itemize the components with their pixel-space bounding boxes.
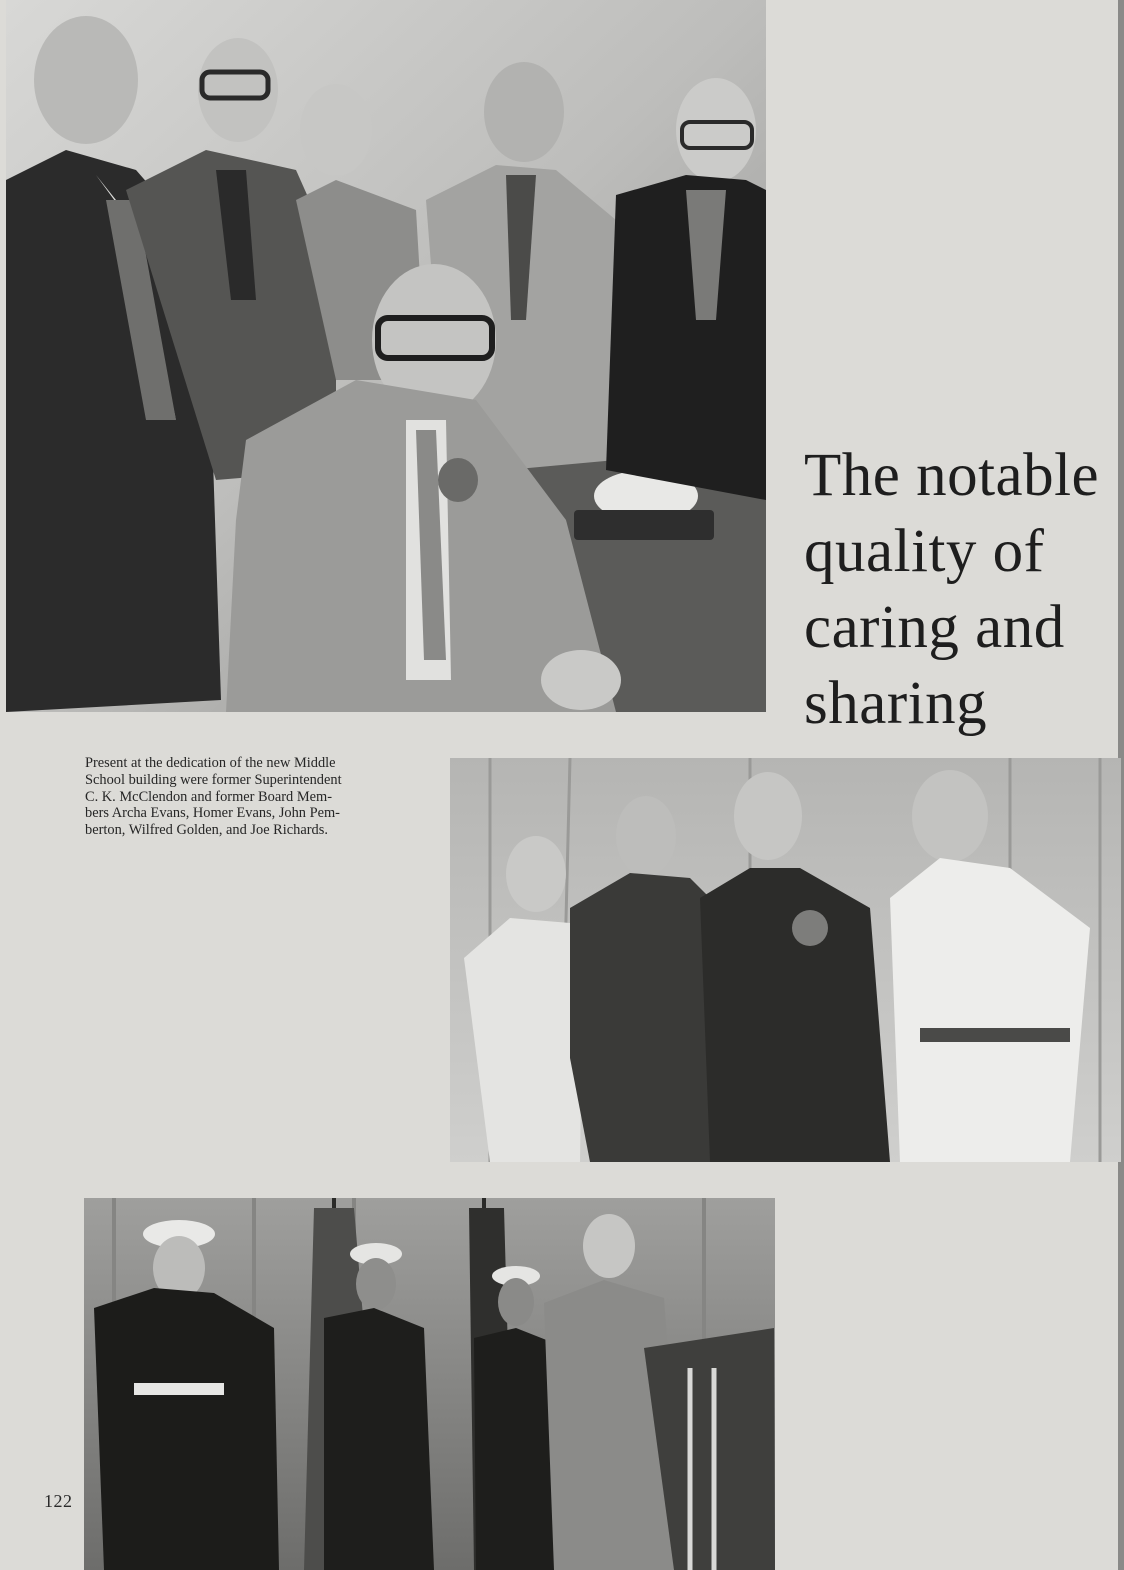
dedication-group-photo [6,0,766,712]
caption-line: School building were former Superintendent [85,771,342,788]
headline-line-1: The notable [804,442,1100,509]
headline-line-3: caring and [804,594,1065,661]
photo-four-men-in-jackets [450,758,1121,1162]
photo-group-of-men-in-suits [6,0,766,712]
page-number: 122 [44,1491,73,1511]
headline-line-2: quality of [804,518,1045,585]
photo-caption [85,755,417,839]
photo-marine-color-guard-and-speaker [84,1198,775,1570]
caption-line: bers Archa Evans, Homer Evans, John Pem- [85,805,340,822]
caption-line: Present at the dedication of the new Middle [85,755,336,771]
caption-line: berton, Wilfred Golden, and Joe Richards. [85,822,328,839]
ceremony-photo [84,1198,775,1570]
page-headline [804,438,1114,742]
caption-line: C. K. McClendon and former Board Mem- [85,788,332,805]
ffa-group-photo [450,758,1121,1162]
headline-line-4: sharing [804,670,988,737]
